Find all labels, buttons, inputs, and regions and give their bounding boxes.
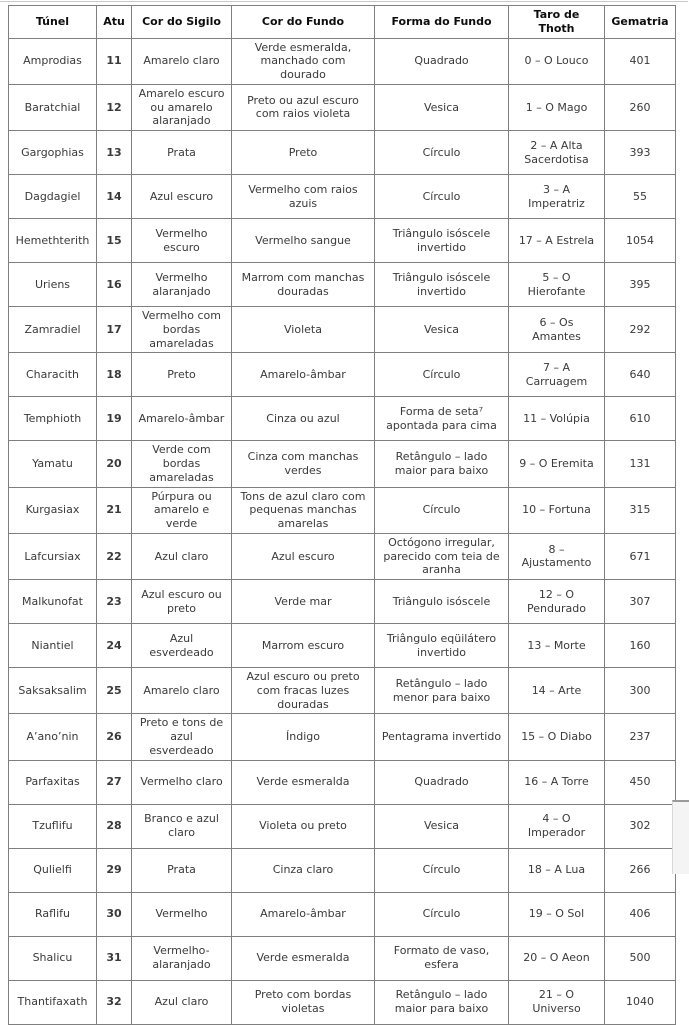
column-header-fundo: Cor do Fundo xyxy=(232,6,375,39)
cell-sigilo: Azul escuro ou preto xyxy=(132,580,232,624)
cell-tunel: Thantifaxath xyxy=(9,980,97,1024)
cell-tunel: Tzuflifu xyxy=(9,804,97,848)
cell-taro: 19 – O Sol xyxy=(509,892,605,936)
column-header-atu: Atu xyxy=(97,6,132,39)
cell-tunel: Parfaxitas xyxy=(9,760,97,804)
cell-atu: 22 xyxy=(97,533,132,579)
cell-gematria: 1054 xyxy=(605,219,676,263)
cell-forma: Círculo xyxy=(375,353,509,397)
cell-fundo: Tons de azul claro com pequenas manchas amarelas xyxy=(232,487,375,533)
cell-taro: 7 – A Carruagem xyxy=(509,353,605,397)
table-row xyxy=(9,131,676,175)
cell-taro: 14 – Arte xyxy=(509,668,605,714)
cell-sigilo: Verde com bordas amareladas xyxy=(132,441,232,487)
table-row xyxy=(9,38,676,84)
cell-atu: 20 xyxy=(97,441,132,487)
cell-taro: 9 – O Eremita xyxy=(509,441,605,487)
cell-sigilo: Amarelo escuro ou amarelo alaranjado xyxy=(132,84,232,130)
table-row xyxy=(9,668,676,714)
cell-sigilo: Amarelo claro xyxy=(132,668,232,714)
cell-atu: 25 xyxy=(97,668,132,714)
cell-sigilo: Prata xyxy=(132,131,232,175)
cell-sigilo: Amarelo claro xyxy=(132,38,232,84)
cell-forma: Círculo xyxy=(375,892,509,936)
cell-tunel: Characith xyxy=(9,353,97,397)
cell-gematria: 450 xyxy=(605,760,676,804)
cell-tunel: Uriens xyxy=(9,263,97,307)
cell-taro: 18 – A Lua xyxy=(509,848,605,892)
cell-fundo: Preto xyxy=(232,131,375,175)
column-header-sigilo: Cor do Sigilo xyxy=(132,6,232,39)
cell-taro: 6 – Os Amantes xyxy=(509,307,605,353)
scrollbar-fragment[interactable] xyxy=(672,800,689,874)
cell-forma: Forma de seta⁷ apontada para cima xyxy=(375,397,509,441)
cell-tunel: Hemethterith xyxy=(9,219,97,263)
cell-sigilo: Vermelho com bordas amareladas xyxy=(132,307,232,353)
cell-forma: Quadrado xyxy=(375,760,509,804)
cell-forma: Triângulo isóscele invertido xyxy=(375,263,509,307)
cell-tunel: Kurgasiax xyxy=(9,487,97,533)
cell-tunel: Qulielfi xyxy=(9,848,97,892)
cell-fundo: Marrom com manchas douradas xyxy=(232,263,375,307)
cell-atu: 32 xyxy=(97,980,132,1024)
cell-gematria: 640 xyxy=(605,353,676,397)
cell-taro: 15 – O Diabo xyxy=(509,714,605,760)
cell-sigilo: Preto e tons de azul esverdeado xyxy=(132,714,232,760)
cell-sigilo: Vermelho escuro xyxy=(132,219,232,263)
cell-sigilo: Vermelho alaranjado xyxy=(132,263,232,307)
table-row xyxy=(9,487,676,533)
table-row xyxy=(9,533,676,579)
table-row xyxy=(9,804,676,848)
cell-tunel: Temphioth xyxy=(9,397,97,441)
cell-taro: 2 – A Alta Sacerdotisa xyxy=(509,131,605,175)
column-header-taro: Taro de Thoth xyxy=(509,6,605,39)
cell-fundo: Marrom escuro xyxy=(232,624,375,668)
cell-tunel: Raflifu xyxy=(9,892,97,936)
cell-forma: Círculo xyxy=(375,175,509,219)
cell-tunel: A’ano’nin xyxy=(9,714,97,760)
cell-gematria: 395 xyxy=(605,263,676,307)
cell-fundo: Amarelo-âmbar xyxy=(232,892,375,936)
cell-gematria: 307 xyxy=(605,580,676,624)
cell-atu: 21 xyxy=(97,487,132,533)
table-row xyxy=(9,580,676,624)
cell-forma: Octógono irregular, parecido com teia de aranha xyxy=(375,533,509,579)
cell-atu: 19 xyxy=(97,397,132,441)
cell-sigilo: Vermelho claro xyxy=(132,760,232,804)
table-row xyxy=(9,936,676,980)
cell-tunel: Saksaksalim xyxy=(9,668,97,714)
table-row xyxy=(9,353,676,397)
column-header-forma: Forma do Fundo xyxy=(375,6,509,39)
table-row xyxy=(9,307,676,353)
cell-tunel: Shalicu xyxy=(9,936,97,980)
cell-taro: 1 – O Mago xyxy=(509,84,605,130)
cell-gematria: 300 xyxy=(605,668,676,714)
cell-forma: Triângulo isóscele invertido xyxy=(375,219,509,263)
cell-fundo: Preto com bordas violetas xyxy=(232,980,375,1024)
cell-fundo: Verde esmeralda, manchado com dourado xyxy=(232,38,375,84)
cell-sigilo: Vermelho-alaranjado xyxy=(132,936,232,980)
cell-forma: Retângulo – lado maior para baixo xyxy=(375,980,509,1024)
cell-taro: 0 – O Louco xyxy=(509,38,605,84)
cell-forma: Vesica xyxy=(375,84,509,130)
header-row xyxy=(9,6,676,39)
cell-taro: 5 – O Hierofante xyxy=(509,263,605,307)
cell-fundo: Amarelo-âmbar xyxy=(232,353,375,397)
cell-forma: Pentagrama invertido xyxy=(375,714,509,760)
table-body xyxy=(9,38,676,1024)
tunnels-of-set-table xyxy=(8,5,676,1025)
cell-fundo: Violeta xyxy=(232,307,375,353)
cell-tunel: Zamradiel xyxy=(9,307,97,353)
cell-gematria: 266 xyxy=(605,848,676,892)
cell-fundo: Verde esmeralda xyxy=(232,936,375,980)
cell-taro: 20 – O Aeon xyxy=(509,936,605,980)
cell-tunel: Lafcursiax xyxy=(9,533,97,579)
cell-atu: 12 xyxy=(97,84,132,130)
cell-taro: 21 – O Universo xyxy=(509,980,605,1024)
cell-gematria: 302 xyxy=(605,804,676,848)
cell-atu: 11 xyxy=(97,38,132,84)
cell-sigilo: Prata xyxy=(132,848,232,892)
cell-fundo: Cinza ou azul xyxy=(232,397,375,441)
table-row xyxy=(9,175,676,219)
column-header-tunel: Túnel xyxy=(9,6,97,39)
cell-atu: 13 xyxy=(97,131,132,175)
cell-gematria: 1040 xyxy=(605,980,676,1024)
cell-forma: Formato de vaso, esfera xyxy=(375,936,509,980)
cell-gematria: 406 xyxy=(605,892,676,936)
table-row xyxy=(9,219,676,263)
table-row xyxy=(9,760,676,804)
cell-tunel: Gargophias xyxy=(9,131,97,175)
cell-fundo: Violeta ou preto xyxy=(232,804,375,848)
table-row xyxy=(9,892,676,936)
cell-atu: 18 xyxy=(97,353,132,397)
cell-tunel: Malkunofat xyxy=(9,580,97,624)
cell-taro: 17 – A Estrela xyxy=(509,219,605,263)
cell-forma: Retângulo – lado menor para baixo xyxy=(375,668,509,714)
cell-atu: 14 xyxy=(97,175,132,219)
table-row xyxy=(9,624,676,668)
cell-fundo: Cinza claro xyxy=(232,848,375,892)
column-header-gematria: Gematria xyxy=(605,6,676,39)
page-top-divider xyxy=(0,1,688,2)
cell-fundo: Cinza com manchas verdes xyxy=(232,441,375,487)
cell-forma: Círculo xyxy=(375,848,509,892)
cell-fundo: Vermelho sangue xyxy=(232,219,375,263)
cell-taro: 8 – Ajustamento xyxy=(509,533,605,579)
cell-forma: Círculo xyxy=(375,487,509,533)
cell-sigilo: Púrpura ou amarelo e verde xyxy=(132,487,232,533)
cell-sigilo: Branco e azul claro xyxy=(132,804,232,848)
cell-gematria: 292 xyxy=(605,307,676,353)
cell-fundo: Azul escuro xyxy=(232,533,375,579)
cell-fundo: Azul escuro ou preto com fracas luzes douradas xyxy=(232,668,375,714)
table-row xyxy=(9,397,676,441)
cell-gematria: 160 xyxy=(605,624,676,668)
cell-atu: 29 xyxy=(97,848,132,892)
cell-fundo: Índigo xyxy=(232,714,375,760)
cell-atu: 24 xyxy=(97,624,132,668)
table-row xyxy=(9,441,676,487)
cell-fundo: Verde mar xyxy=(232,580,375,624)
cell-tunel: Baratchial xyxy=(9,84,97,130)
cell-forma: Retângulo – lado maior para baixo xyxy=(375,441,509,487)
cell-taro: 13 – Morte xyxy=(509,624,605,668)
cell-atu: 26 xyxy=(97,714,132,760)
cell-taro: 11 – Volúpia xyxy=(509,397,605,441)
cell-gematria: 610 xyxy=(605,397,676,441)
cell-taro: 4 – O Imperador xyxy=(509,804,605,848)
cell-forma: Círculo xyxy=(375,131,509,175)
cell-taro: 16 – A Torre xyxy=(509,760,605,804)
cell-atu: 30 xyxy=(97,892,132,936)
cell-tunel: Yamatu xyxy=(9,441,97,487)
cell-fundo: Verde esmeralda xyxy=(232,760,375,804)
table-row xyxy=(9,84,676,130)
cell-gematria: 55 xyxy=(605,175,676,219)
cell-tunel: Amprodias xyxy=(9,38,97,84)
cell-gematria: 260 xyxy=(605,84,676,130)
cell-gematria: 237 xyxy=(605,714,676,760)
cell-atu: 16 xyxy=(97,263,132,307)
cell-gematria: 131 xyxy=(605,441,676,487)
cell-taro: 10 – Fortuna xyxy=(509,487,605,533)
cell-atu: 17 xyxy=(97,307,132,353)
cell-forma: Quadrado xyxy=(375,38,509,84)
cell-gematria: 500 xyxy=(605,936,676,980)
cell-sigilo: Vermelho xyxy=(132,892,232,936)
cell-forma: Vesica xyxy=(375,804,509,848)
table-row xyxy=(9,980,676,1024)
cell-sigilo: Azul esverdeado xyxy=(132,624,232,668)
cell-sigilo: Amarelo-âmbar xyxy=(132,397,232,441)
cell-sigilo: Preto xyxy=(132,353,232,397)
table-row xyxy=(9,848,676,892)
cell-sigilo: Azul claro xyxy=(132,980,232,1024)
cell-atu: 27 xyxy=(97,760,132,804)
cell-atu: 15 xyxy=(97,219,132,263)
table-row xyxy=(9,714,676,760)
cell-gematria: 671 xyxy=(605,533,676,579)
table-row xyxy=(9,263,676,307)
cell-forma: Vesica xyxy=(375,307,509,353)
cell-taro: 12 – O Pendurado xyxy=(509,580,605,624)
cell-taro: 3 – A Imperatriz xyxy=(509,175,605,219)
cell-gematria: 315 xyxy=(605,487,676,533)
cell-fundo: Vermelho com raios azuis xyxy=(232,175,375,219)
cell-gematria: 393 xyxy=(605,131,676,175)
cell-sigilo: Azul escuro xyxy=(132,175,232,219)
cell-forma: Triângulo isóscele xyxy=(375,580,509,624)
cell-tunel: Dagdagiel xyxy=(9,175,97,219)
cell-gematria: 401 xyxy=(605,38,676,84)
cell-atu: 23 xyxy=(97,580,132,624)
cell-atu: 31 xyxy=(97,936,132,980)
cell-sigilo: Azul claro xyxy=(132,533,232,579)
cell-forma: Triângulo eqüilátero invertido xyxy=(375,624,509,668)
cell-fundo: Preto ou azul escuro com raios violeta xyxy=(232,84,375,130)
cell-tunel: Niantiel xyxy=(9,624,97,668)
cell-atu: 28 xyxy=(97,804,132,848)
